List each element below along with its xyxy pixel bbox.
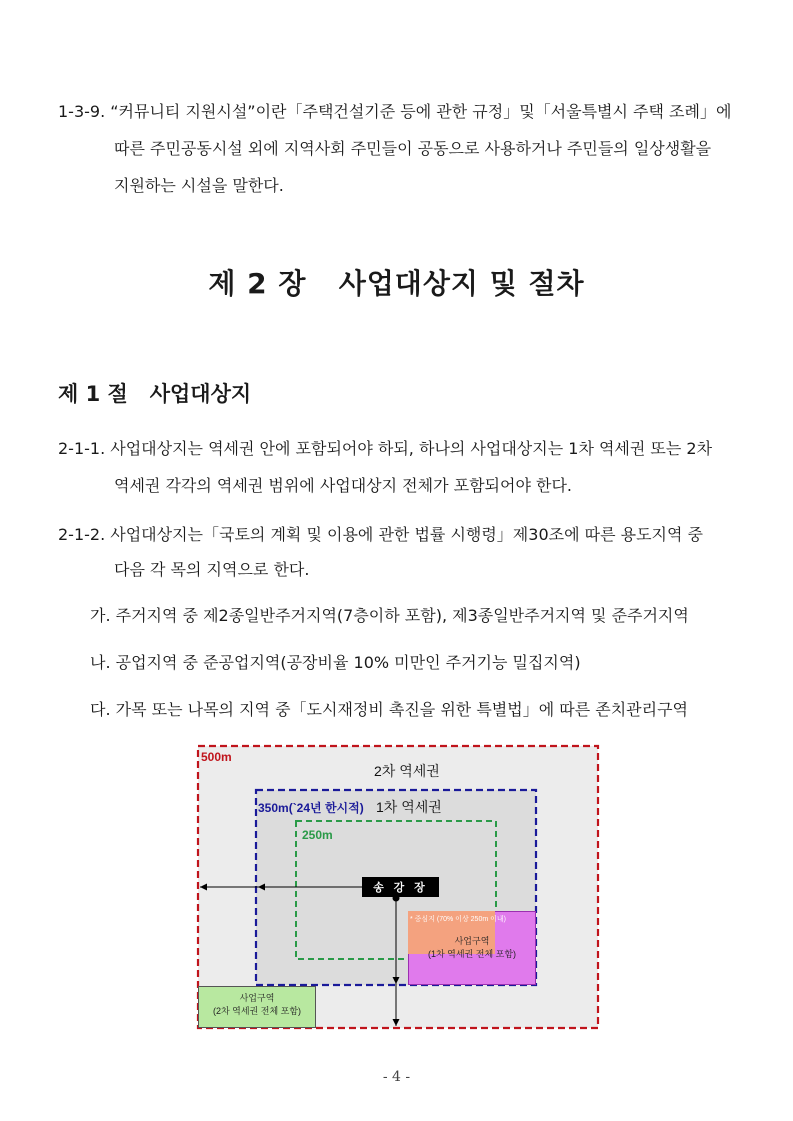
article-1-3-9-line1: 1-3-9. “커뮤니티 지원시설”이란「주택건설기준 등에 관한 규정」및「서울특별시 주택 조례」에 [58,102,732,121]
article-2-1-2-line2: 다음 각 목의 지역으로 한다. [114,560,310,579]
inner-radius-label: 350m(`24년 한시적) [258,801,364,815]
zone1-label-line1: 사업구역 [454,936,490,946]
outer-zone-title: 2차 역세권 [374,763,440,779]
zone2-label-line1: 사업구역 [239,993,275,1003]
article-2-1-1-line1: 2-1-1. 사업대상지는 역세권 안에 포함되어야 하되, 하나의 사업대상지는 1차 역세권 또는 2차 [58,439,713,458]
zone1-label-line2: (1차 역세권 전체 포함) [427,949,517,959]
item-ga: 가. 주거지역 중 제2종일반주거지역(7층이하 포함), 제3종일반주거지역 및 준주거지역 [90,606,689,625]
article-1-3-9-line3: 지원하는 시설을 말한다. [114,176,284,195]
article-2-1-1-line2: 역세권 각각의 역세권 범위에 사업대상지 전체가 포함되어야 한다. [114,476,573,495]
section-title: 제 1 절 사업대상지 [58,382,252,406]
page-number: - 4 - [382,1069,411,1085]
article-2-1-2-line1: 2-1-2. 사업대상지는「국토의 계획 및 이용에 관한 법률 시행령」제30조에 따른 용도지역 중 [58,525,703,544]
item-na: 나. 공업지역 중 준공업지역(공장비율 10% 미만인 주거기능 밀집지역) [90,653,581,672]
core-share-note: * 중심지 (70% 이상 250m 이내) [410,916,506,923]
station-area-diagram [196,744,600,1030]
core-radius-label: 250m [302,828,333,842]
zone2-label-line2: (2차 역세권 전체 포함) [212,1006,302,1016]
article-1-3-9-line2: 따른 주민공동시설 외에 지역사회 주민들이 공동으로 사용하거나 주민들의 일상생활을 [114,139,712,158]
chapter-title: 제 2 장 사업대상지 및 절차 [208,267,585,300]
item-da: 다. 가목 또는 나목의 지역 중「도시재정비 촉진을 위한 특별법」에 따른 존치관리구역 [90,700,688,719]
inner-zone-title: 1차 역세권 [376,799,442,815]
station-marker: 송 강 장 [362,877,439,897]
outer-radius-label: 500m [201,750,232,764]
